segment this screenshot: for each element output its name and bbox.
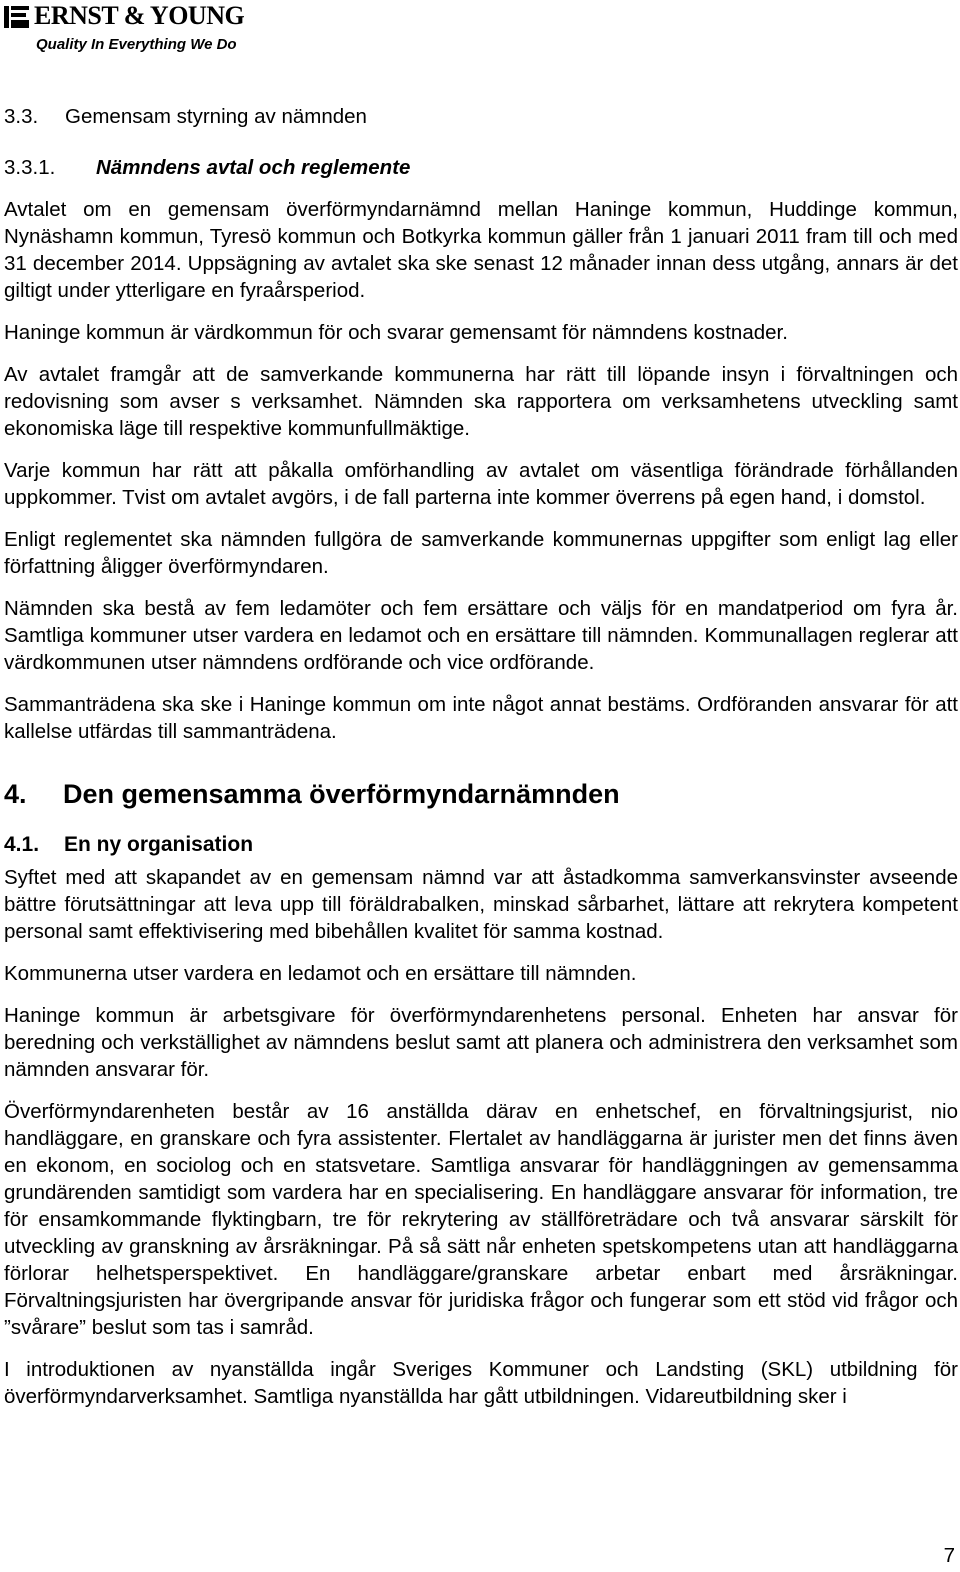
heading-title: Nämndens avtal och reglemente bbox=[96, 156, 411, 179]
paragraph: Varje kommun har rätt att påkalla omförhandling av avtalet om väsentliga förändrade förhållanden uppkommer. Tvist om avtalet avgörs, i de fall parterna inte kommer överrens på egen hand, i domstol. bbox=[4, 459, 958, 509]
logo-bars-icon bbox=[4, 4, 32, 28]
heading-title: Gemensam styrning av nämnden bbox=[65, 105, 367, 128]
company-logo bbox=[4, 2, 264, 56]
heading-number: 4.1. bbox=[4, 833, 40, 856]
paragraph: I introduktionen av nyanställda ingår Sveriges Kommuner och Landsting (SKL) utbildning för överförmyndarverksamhet. Samtliga nyanställda har gått utbildningen. Vidareutbildning sker i bbox=[4, 1358, 958, 1408]
logo-company-name: ERNST & YOUNG bbox=[34, 1, 245, 30]
paragraph: Överförmyndarenheten består av 16 anställda därav en enhetschef, en förvaltningsjurist, nio handläggare, en granskare och fyra assistenter. Flertalet av handläggarna är jurister men det finns även en ekonom, en sociolog och en statsvetare. Samtliga ansvarar för handläggningen av gemensamma grundärenden samtidigt som vardera har en specialisering. En handläggare ansvarar för information, tre för ensamkommande flyktingbarn, tre för rekrytering av ställföreträdare och två ansvarar särskilt för utveckling av granskning av årsräkningar. På så sätt når enheten spetskompetens utan att handläggarna förlorar helhetsperspektivet. En handläggare/granskare arbetar enbart med årsräkningar. Förvaltningsjuristen har övergripande ansvar för juridiska frågor och fungerar som ett stöd vid frågor och ”svårare” beslut som tas i samråd. bbox=[4, 1100, 958, 1339]
paragraph: Enligt reglementet ska nämnden fullgöra de samverkande kommunernas uppgifter som enligt lag eller författning åligger överförmyndaren. bbox=[4, 528, 958, 578]
heading-number: 3.3. bbox=[4, 105, 39, 128]
heading-4 bbox=[4, 777, 958, 811]
paragraph: Sammanträdena ska ske i Haninge kommun om inte något annat bestäms. Ordföranden ansvarar för att kallelse utfärdas till sammanträdena. bbox=[4, 693, 958, 743]
document-body bbox=[4, 104, 958, 1425]
paragraph: Kommunerna utser vardera en ledamot och en ersättare till nämnden. bbox=[4, 962, 637, 985]
paragraph: Avtalet om en gemensam överförmyndarnämnd mellan Haninge kommun, Huddinge kommun, Nynäshamn kommun, Tyresö kommun och Botkyrka kommun gäller från 1 januari 2011 fram till och med 31 december 2014. Uppsägning av avtalet ska ske senast 12 månader innan dess utgång, annars är det giltigt under ytterligare en fyraårsperiod. bbox=[4, 198, 958, 302]
heading-4-1 bbox=[4, 831, 958, 858]
heading-number: 3.3.1. bbox=[4, 156, 56, 179]
heading-title: Den gemensamma överförmyndarnämnden bbox=[63, 779, 620, 809]
paragraph: Haninge kommun är värdkommun för och svarar gemensamt för nämndens kostnader. bbox=[4, 321, 788, 344]
page-number: 7 bbox=[943, 1544, 955, 1567]
paragraph: Syftet med att skapandet av en gemensam nämnd var att åstadkomma samverkansvinster avseende bättre förutsättningar att leva upp till föräldrabalken, minskad sårbarhet, lättare att rekrytera kompetent personal samt effektivisering med bibehållen kvalitet för samma kostnad. bbox=[4, 866, 958, 943]
heading-3-3 bbox=[4, 104, 958, 130]
heading-title: En ny organisation bbox=[64, 833, 254, 856]
paragraph: Av avtalet framgår att de samverkande kommunerna har rätt till löpande insyn i förvaltningen och redovisning som avser s verksamhet. Nämnden ska rapportera om verksamhetens utveckling samt ekonomiska läge till respektive kommunfullmäktige. bbox=[4, 363, 958, 440]
paragraph: Haninge kommun är arbetsgivare för överförmyndarenhetens personal. Enheten har ansvar för beredning och verkställighet av nämndens beslut samt att planera och administrera den verksamhet som nämnden ansvarar för. bbox=[4, 1004, 958, 1081]
heading-3-3-1 bbox=[4, 155, 958, 181]
paragraph: Nämnden ska bestå av fem ledamöter och fem ersättare och väljs för en mandatperiod om fyra år. Samtliga kommuner utser vardera en ledamot och en ersättare till nämnden. Kommunallagen reglerar att värdkommunen utser nämndens ordförande och vice ordförande. bbox=[4, 597, 958, 674]
logo-tagline: Quality In Everything We Do bbox=[36, 36, 237, 53]
heading-number: 4. bbox=[4, 779, 27, 809]
